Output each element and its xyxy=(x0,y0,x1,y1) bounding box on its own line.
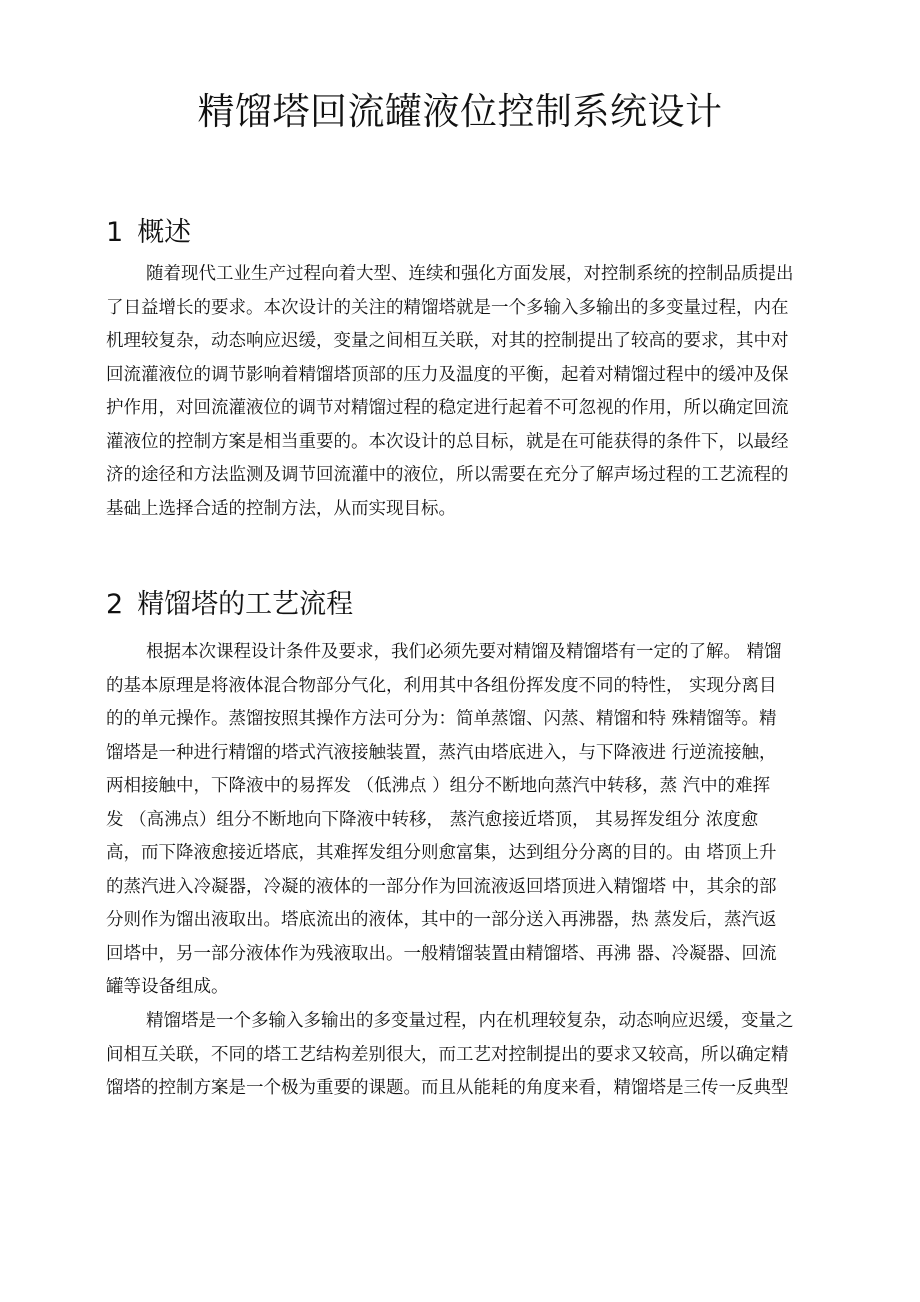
paragraph-line: 基础上选择合适的控制方法，从而实现目标。 xyxy=(106,498,456,519)
paragraph-process-principle xyxy=(106,636,836,1005)
paragraph-line: 随着现代工业生产过程向着大型、连续和强化方面发展，对控制系统的控制品质提出 xyxy=(146,264,794,284)
section-title: 精馏塔的工艺流程 xyxy=(137,589,354,620)
paragraph-line: 的基本原理是将液体混合物部分气化，利用其中各组份挥发度不同的特性， 实现分离目 xyxy=(106,675,777,696)
section-number: 2 xyxy=(106,589,124,620)
paragraph-line: 灌液位的控制方案是相当重要的。本次设计的总目标，就是在可能获得的条件下，以最经 xyxy=(106,431,789,452)
paragraph-multivariable xyxy=(106,1005,836,1106)
paragraph-line: 回塔中，另一部分液体作为残液取出。一般精馏装置由精馏塔、再沸 器、冷凝器、回流 xyxy=(106,943,777,964)
paragraph-line: 馏塔的控制方案是一个极为重要的课题。而且从能耗的角度来看，精馏塔是三传一反典型 xyxy=(106,1078,789,1098)
paragraph-line: 护作用，对回流灌液位的调节对精馏过程的稳定进行起着不可忽视的作用，所以确定回流 xyxy=(106,398,789,418)
paragraph-line: 了日益增长的要求。本次设计的关注的精馏塔就是一个多输入多输出的多变量过程，内在 xyxy=(106,297,789,318)
paragraph-line: 的蒸汽进入冷凝器，冷凝的液体的一部分作为回流液返回塔顶进入精馏塔 中，其余的部 xyxy=(106,876,777,897)
paragraph-line: 分则作为馏出液取出。塔底流出的液体，其中的一部分送入再沸器，热 蒸发后，蒸汽返 xyxy=(106,910,777,930)
paragraph-line: 两相接触中，下降液中的易挥发 （低沸点 ）组分不断地向蒸汽中转移，蒸 汽中的难挥 xyxy=(106,776,771,796)
paragraph-line: 济的途径和方法监测及调节回流灌中的液位，所以需要在充分了解声场过程的工艺流程的 xyxy=(106,465,789,485)
paragraph-line: 的的单元操作。蒸馏按照其操作方法可分为：简单蒸馏、闪蒸、精馏和特 殊精馏等。精 xyxy=(106,709,777,729)
paragraph-line: 馏塔是一种进行精馏的塔式汽液接触装置，蒸汽由塔底进入，与下降液进 行逆流接触， xyxy=(106,742,777,763)
section-number: 1 xyxy=(106,217,124,248)
paragraph-line: 高，而下降液愈接近塔底，其难挥发组分则愈富集，达到组分分离的目的。由 塔顶上升 xyxy=(106,843,777,863)
section-heading-process-flow xyxy=(106,585,846,625)
paragraph-line: 根据本次课程设计条件及要求，我们必须先要对精馏及精馏塔有一定的了解。 精馏 xyxy=(146,642,782,662)
document-title: 精馏塔回流罐液位控制系统设计 xyxy=(197,90,723,133)
paragraph-line: 机理较复杂，动态响应迟缓，变量之间相互关联，对其的控制提出了较高的要求，其中对 xyxy=(106,331,789,351)
paragraph-overview xyxy=(106,258,836,526)
paragraph-line: 间相互关联，不同的塔工艺结构差别很大，而工艺对控制提出的要求又较高，所以确定精 xyxy=(106,1044,789,1065)
paragraph-line: 发 （高沸点）组分不断地向下降液中转移， 蒸汽愈接近塔顶， 其易挥发组分 浓度愈 xyxy=(106,809,759,830)
section-title: 概述 xyxy=(137,217,192,248)
paragraph-line: 回流灌液位的调节影响着精馏塔顶部的压力及温度的平衡，起着对精馏过程中的缓冲及保 xyxy=(106,364,789,385)
paragraph-line: 精馏塔是一个多输入多输出的多变量过程，内在机理较复杂，动态响应迟缓，变量之 xyxy=(146,1011,794,1031)
section-heading-overview xyxy=(106,213,846,253)
paragraph-line: 罐等设备组成。 xyxy=(106,977,229,997)
